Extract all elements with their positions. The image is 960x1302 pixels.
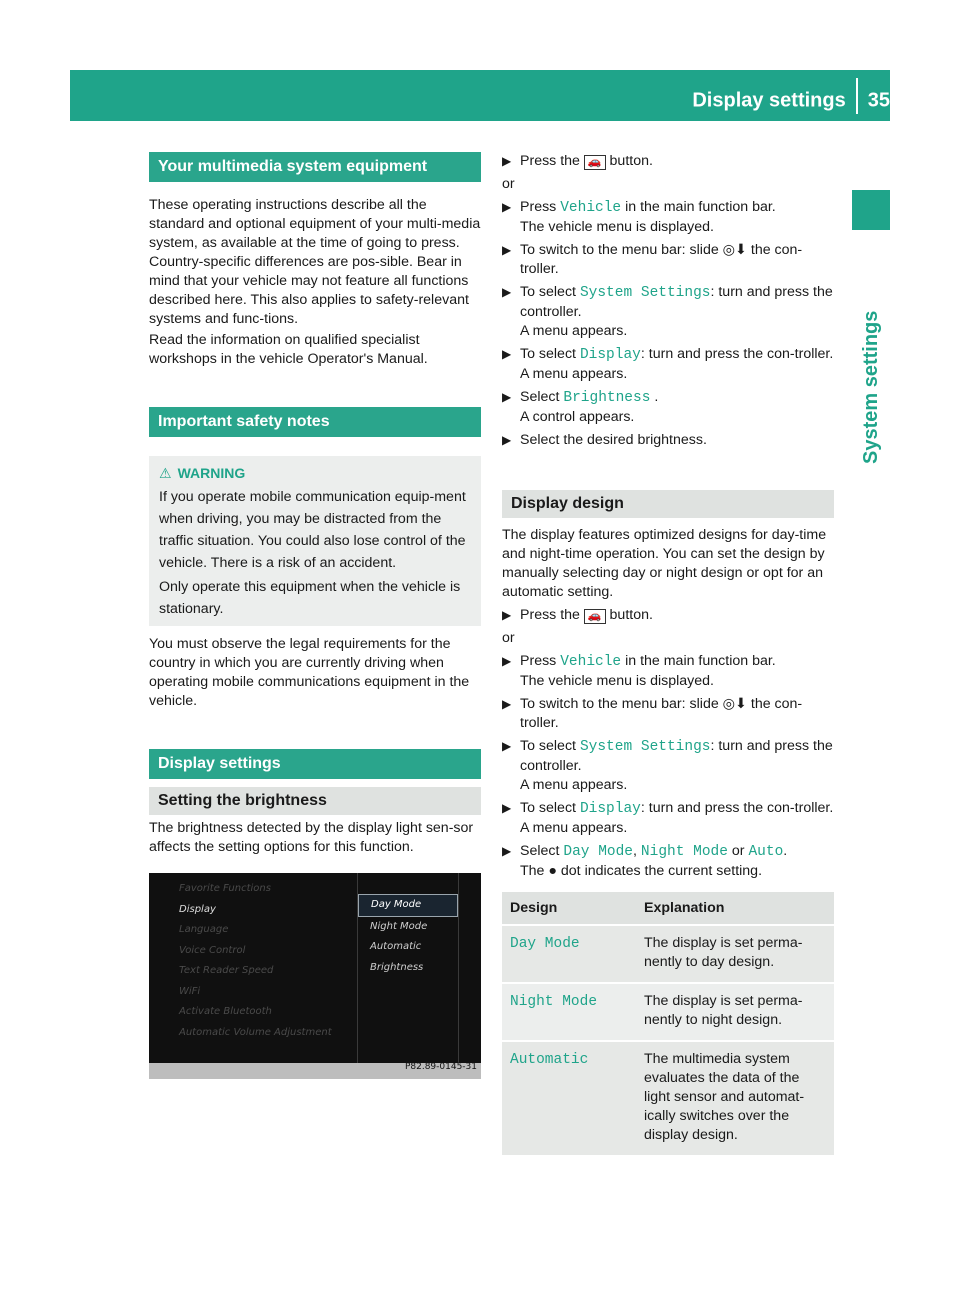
menu-term: System Settings — [579, 739, 711, 755]
menu-term: Night Mode — [640, 844, 728, 860]
section-heading-display-settings: Display settings — [149, 749, 481, 779]
step-text: . — [654, 389, 659, 405]
design-intro: The display features optimized designs for day-time and night-time operation. You can set the design by manually selecting day or night design or opt for an automatic setting. — [502, 527, 827, 600]
table-row — [502, 1041, 834, 1155]
subheading-brightness: Setting the brightness — [149, 787, 481, 815]
step-result: The vehicle menu is displayed. — [520, 219, 714, 235]
step-result: A menu appears. — [520, 366, 628, 382]
step-text: : turn and press the con-troller. — [640, 800, 834, 816]
screen-submenu-item-selected: Day Mode — [358, 894, 458, 917]
screen-submenu-item: Brightness — [370, 961, 424, 973]
screen-menu-left — [179, 879, 332, 1043]
warning-box — [149, 456, 481, 626]
step-text: Press the — [520, 153, 580, 169]
step-text: Select — [520, 843, 560, 859]
page-number: 35 — [867, 89, 890, 112]
screen-menu-item: Activate Bluetooth — [179, 1006, 272, 1017]
step-result: The vehicle menu is displayed. — [520, 673, 714, 689]
step — [502, 695, 834, 733]
step-text: To select — [520, 738, 576, 754]
menu-term: Day Mode — [563, 844, 634, 860]
page-title: Display settings — [692, 89, 846, 112]
subheading-display-design: Display design — [502, 490, 834, 518]
step — [502, 842, 834, 881]
safety-paragraph: You must observe the legal requirements for the country in which you are currently driving when operating mobile communications equipment in the vehicle. — [149, 636, 470, 709]
menu-term: Vehicle — [560, 200, 622, 216]
step-text: To switch to the menu bar: slide ◎⬇ the con-troller. — [520, 696, 803, 731]
table-header-explanation: Explanation — [636, 892, 834, 925]
menu-term: System Settings — [579, 285, 711, 301]
step-text: . — [783, 843, 788, 859]
warning-text-2: Only operate this equipment when the vehicle is stationary. — [159, 579, 461, 617]
screen-submenu-panel — [357, 873, 459, 1063]
screen-menu-item: Language — [179, 924, 229, 935]
step-result: A menu appears. — [520, 777, 628, 793]
step — [502, 198, 834, 237]
warning-title — [159, 462, 473, 484]
screen-submenu-item: Automatic — [370, 941, 422, 952]
menu-term: Auto — [748, 844, 784, 860]
arrow-icon: ▶ — [502, 154, 512, 168]
menu-term: Vehicle — [560, 654, 622, 670]
page-header — [692, 88, 890, 114]
step-text: To select — [520, 284, 576, 300]
screen-menu-item: WiFi — [179, 985, 201, 997]
step-text: Press — [520, 653, 557, 669]
arrow-icon: ▶ — [502, 433, 512, 447]
arrow-icon: ▶ — [502, 608, 512, 622]
table-cell-design: Day Mode — [510, 936, 580, 952]
step-result: A menu appears. — [520, 323, 628, 339]
step-text: in the main function bar. — [625, 199, 776, 215]
step — [502, 388, 834, 427]
table-row — [502, 983, 834, 1041]
menu-term: Display — [579, 801, 641, 817]
image-code: P82.89-0145-31 — [404, 1062, 477, 1072]
step-result: A menu appears. — [520, 820, 628, 836]
table-cell-design: Automatic — [510, 1052, 589, 1068]
step-text: or — [731, 843, 745, 859]
step-text: Select — [520, 389, 560, 405]
warning-triangle-icon: ⚠ — [159, 465, 172, 481]
step-text: button. — [609, 153, 653, 169]
screen-menu-item: Favorite Functions — [179, 883, 271, 894]
step — [502, 152, 834, 171]
header-divider — [856, 78, 858, 114]
arrow-icon: ▶ — [502, 347, 512, 361]
step — [502, 799, 834, 838]
screen-submenu-item: Night Mode — [370, 920, 428, 932]
step-text: : turn and press the controller. — [520, 284, 833, 320]
step-text: Press — [520, 199, 557, 215]
arrow-icon: ▶ — [502, 390, 512, 404]
brightness-intro: The brightness detected by the display light sen-sor affects the setting options for this function. — [149, 820, 474, 855]
vehicle-button-icon: 🚗 — [584, 155, 606, 170]
arrow-icon: ▶ — [502, 697, 512, 711]
table-cell-explanation: The display is set perma-nently to day design. — [636, 925, 834, 983]
step-text: Select the desired brightness. — [520, 432, 707, 448]
screen-menu-item: Voice Control — [179, 944, 246, 956]
multimedia-paragraph-1: These operating instructions describe all the standard and optional equipment of your multi-media system, as available at the time of going to press. Country-specific differences are pos-sible. Bear in mind that your vehicle may not feature all functions described here. This also applies to safety-relevant systems and func-tions. — [149, 197, 481, 327]
step — [502, 241, 834, 279]
arrow-icon: ▶ — [502, 285, 512, 299]
section-heading-multimedia: Your multimedia system equipment — [149, 152, 481, 182]
table-cell-design: Night Mode — [510, 994, 598, 1010]
multimedia-paragraph-2: Read the information on qualified specialist workshops in the vehicle Operator's Manual. — [149, 332, 428, 367]
table-cell-explanation: The display is set perma-nently to night design. — [636, 983, 834, 1041]
arrow-icon: ▶ — [502, 801, 512, 815]
screen-menu-item: Text Reader Speed — [179, 965, 274, 976]
warning-label: WARNING — [177, 465, 246, 481]
step — [502, 345, 834, 384]
step-text: , — [633, 843, 637, 859]
arrow-icon: ▶ — [502, 654, 512, 668]
step-result: A control appears. — [520, 409, 635, 425]
step-text: To select — [520, 800, 576, 816]
left-column — [149, 152, 481, 1079]
arrow-icon: ▶ — [502, 200, 512, 214]
arrow-icon: ▶ — [502, 739, 512, 753]
step-text: in the main function bar. — [625, 653, 776, 669]
step-text: To select — [520, 346, 576, 362]
menu-term: Display — [579, 347, 641, 363]
right-column — [502, 152, 834, 1155]
arrow-icon: ▶ — [502, 844, 512, 858]
vehicle-button-icon: 🚗 — [584, 609, 606, 624]
or-text: or — [502, 176, 515, 192]
or-text: or — [502, 630, 515, 646]
design-table — [502, 892, 834, 1155]
screen-menu-item-active: Display — [179, 903, 216, 915]
side-tab-block — [852, 190, 890, 230]
table-header-design: Design — [502, 892, 636, 925]
side-tab-label: System settings — [860, 310, 882, 464]
display-menu-screenshot — [149, 873, 481, 1079]
step — [502, 652, 834, 691]
step-text: : turn and press the controller. — [520, 738, 833, 774]
menu-term: Brightness — [563, 390, 651, 406]
step-text: Press the — [520, 607, 580, 623]
step-text: button. — [609, 607, 653, 623]
step-text: To switch to the menu bar: slide ◎⬇ the con-troller. — [520, 242, 803, 277]
step — [502, 737, 834, 795]
step-result: The ● dot indicates the current setting. — [520, 863, 763, 879]
step — [502, 606, 834, 625]
table-cell-explanation: The multimedia system evaluates the data of the light sensor and automat-ically switches over the display design. — [636, 1041, 834, 1155]
step-text: : turn and press the con-troller. — [640, 346, 834, 362]
table-row — [502, 925, 834, 983]
section-heading-safety: Important safety notes — [149, 407, 481, 437]
step — [502, 431, 834, 450]
warning-text-1: If you operate mobile communication equip-ment when driving, you may be distracted from the traffic situation. You could also lose control of the vehicle. There is a risk of an accident. — [159, 489, 466, 571]
arrow-icon: ▶ — [502, 243, 512, 257]
table-header-row — [502, 892, 834, 925]
step — [502, 283, 834, 341]
screen-menu-item: Automatic Volume Adjustment — [179, 1026, 332, 1038]
